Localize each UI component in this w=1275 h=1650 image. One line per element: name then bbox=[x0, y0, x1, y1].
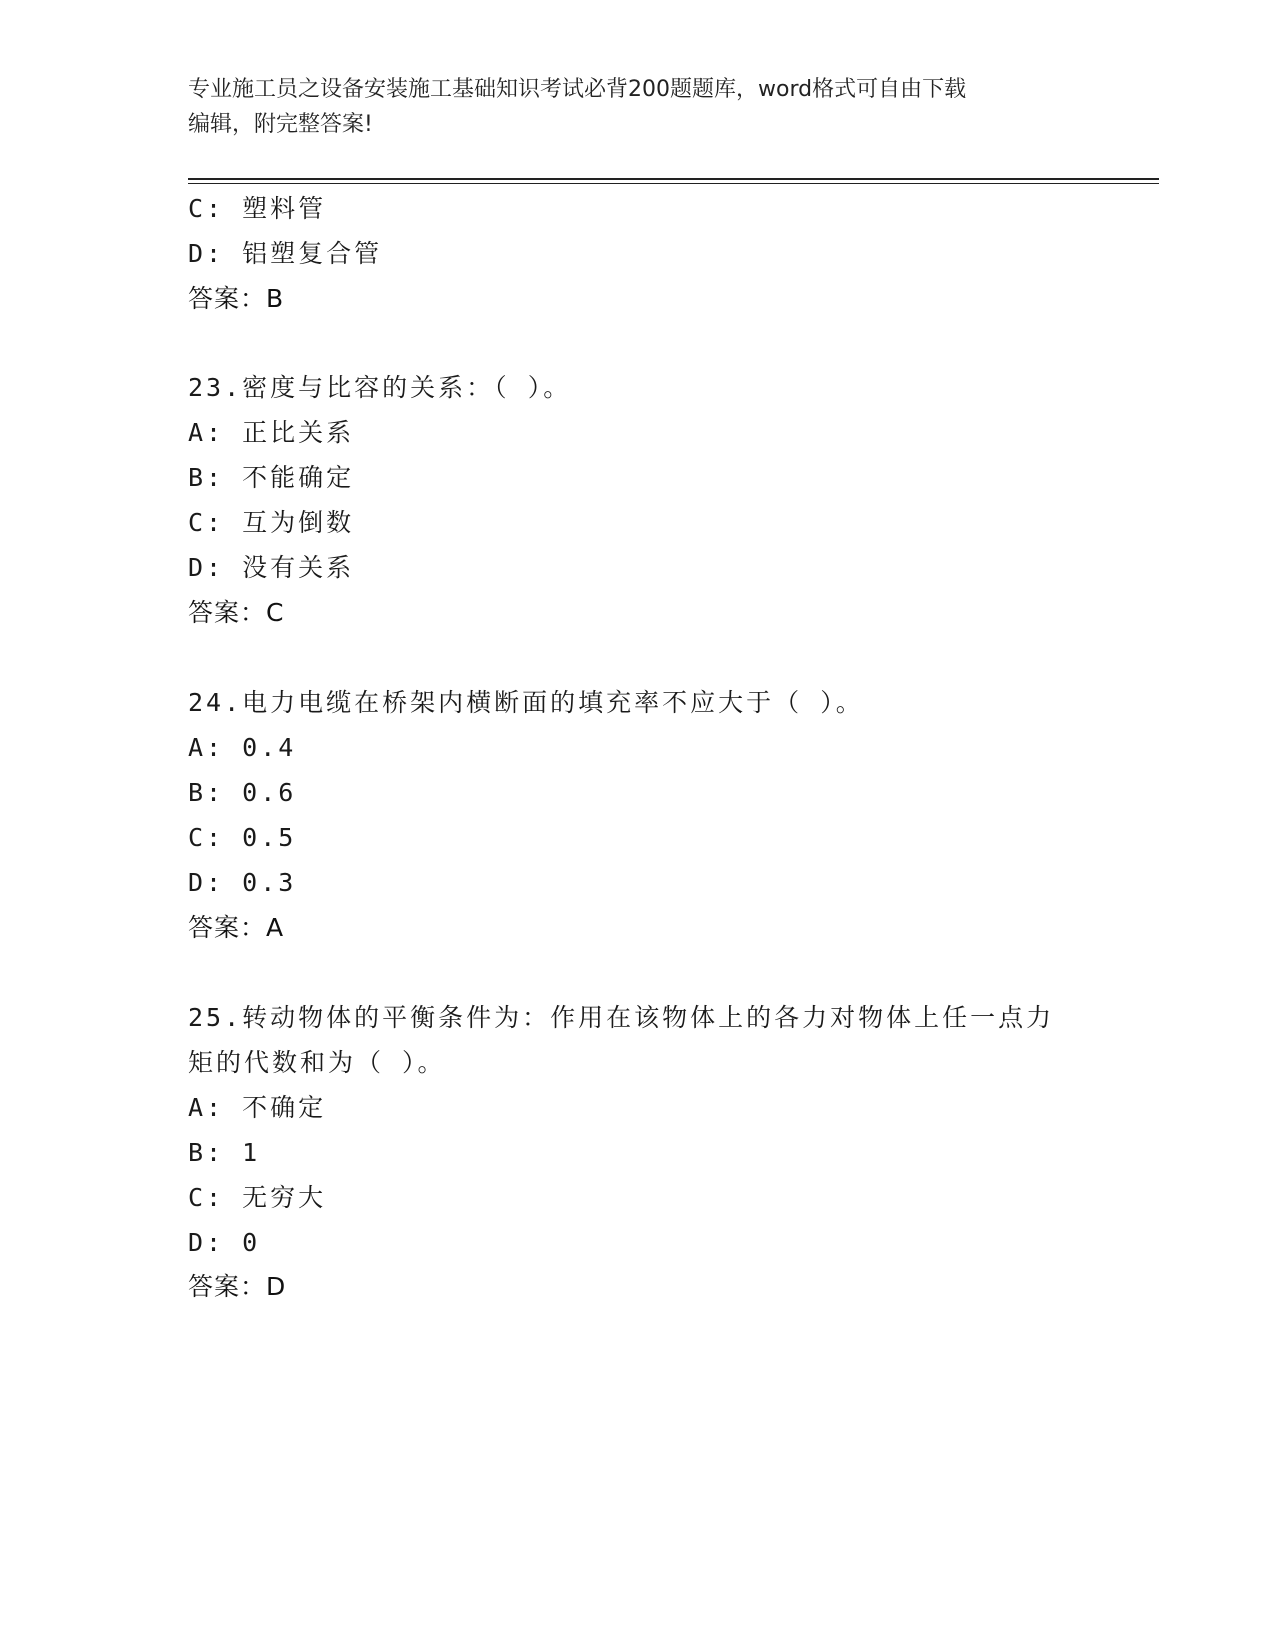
answer-line: 答案：A bbox=[188, 913, 285, 942]
option-a: A: 0.4 bbox=[188, 733, 297, 762]
answer-line: 答案：C bbox=[188, 598, 285, 627]
header-line-1: 专业施工员之设备安装施工基础知识考试必背200题题库，word格式可自由下载 bbox=[188, 77, 967, 102]
question-24: 24.电力电缆在桥架内横断面的填充率不应大于（ ）。 bbox=[188, 688, 864, 717]
header-line-2: 编辑，附完整答案! bbox=[188, 112, 373, 137]
answer-line: 答案：D bbox=[188, 1272, 287, 1301]
question-25-continued: 矩的代数和为（ ）。 bbox=[188, 1048, 446, 1077]
option-a: A: 正比关系 bbox=[188, 418, 355, 447]
document-header bbox=[188, 72, 1088, 142]
header-rule-thin bbox=[188, 183, 1159, 184]
option-b: B: 不能确定 bbox=[188, 463, 355, 492]
option-d: D: 铝塑复合管 bbox=[188, 239, 383, 268]
option-c: C: 互为倒数 bbox=[188, 508, 355, 537]
option-b: B: 0.6 bbox=[188, 778, 297, 807]
option-d: D: 0 bbox=[188, 1228, 261, 1257]
header-rule-thick bbox=[188, 178, 1159, 180]
option-d: D: 没有关系 bbox=[188, 553, 355, 582]
question-23: 23.密度与比容的关系：（ ）。 bbox=[188, 373, 572, 402]
question-25: 25.转动物体的平衡条件为：作用在该物体上的各力对物体上任一点力 bbox=[188, 1003, 1055, 1032]
answer-line: 答案：B bbox=[188, 284, 285, 313]
option-d: D: 0.3 bbox=[188, 868, 297, 897]
option-c: C: 0.5 bbox=[188, 823, 297, 852]
option-b: B: 1 bbox=[188, 1138, 261, 1167]
option-a: A: 不确定 bbox=[188, 1093, 327, 1122]
option-c: C: 塑料管 bbox=[188, 194, 327, 223]
option-c: C: 无穷大 bbox=[188, 1183, 327, 1212]
